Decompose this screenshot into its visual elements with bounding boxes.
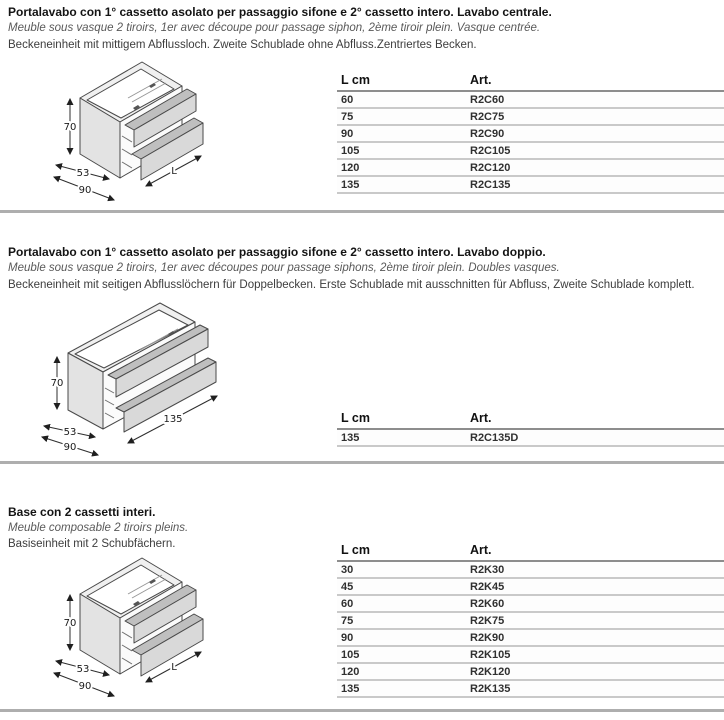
column-header-length: L cm [341, 73, 370, 87]
table-row [337, 664, 724, 681]
table-row [337, 160, 724, 177]
length-cell: 60 [341, 597, 354, 610]
article-cell: R2C105 [470, 144, 511, 157]
article-cell: R2C75 [470, 110, 505, 123]
section2-subtitle-french: Meuble sous vasque 2 tiroirs, 1er avec découpes pour passage siphons, 2ème tiroir plein. Doubles vasques. [8, 262, 560, 274]
column-header-length: L cm [341, 543, 370, 557]
dimension-height-label: 70 [50, 378, 64, 389]
length-cell: 135 [341, 431, 360, 444]
dimension-total-depth-label: 90 [78, 681, 92, 692]
length-cell: 60 [341, 93, 354, 106]
table-row [337, 647, 724, 664]
dimension-depth-label: 53 [76, 664, 90, 675]
article-cell: R2K135 [470, 682, 511, 695]
table-row [337, 630, 724, 647]
length-cell: 75 [341, 110, 354, 123]
table-row [337, 681, 724, 698]
article-table-1 [337, 70, 724, 194]
table-header-row [337, 408, 724, 430]
section2-subtitle-german: Beckeneinheit mit seitigen Abflusslöchern für Doppelbecken. Erste Schublade mit ausschnitten für Abfluss, Zweite Schublade komplett. [8, 279, 695, 291]
cabinet-drawing-two-drawers [40, 60, 320, 220]
table-row [337, 430, 724, 447]
article-cell: R2C135D [470, 431, 519, 444]
article-cell: R2C90 [470, 127, 505, 140]
cabinet-drawing-two-drawers [40, 556, 320, 716]
article-cell: R2K30 [470, 563, 505, 576]
section-divider [0, 461, 724, 464]
table-row [337, 596, 724, 613]
length-cell: 30 [341, 563, 354, 576]
table-row [337, 92, 724, 109]
table-row [337, 177, 724, 194]
length-cell: 105 [341, 648, 360, 661]
dimension-total-depth-label: 90 [63, 442, 77, 453]
section3-title-italian: Base con 2 cassetti interi. [8, 505, 156, 519]
section2-title-italian: Portalavabo con 1° cassetto asolato per passaggio sifone e 2° cassetto intero. Lavabo doppio. [8, 245, 546, 259]
article-cell: R2K75 [470, 614, 505, 627]
table-row [337, 579, 724, 596]
article-cell: R2C120 [470, 161, 511, 174]
table-row [337, 562, 724, 579]
length-cell: 120 [341, 161, 360, 174]
dimension-width-label: L [171, 166, 177, 177]
length-cell: 135 [341, 178, 360, 191]
article-cell: R2K105 [470, 648, 511, 661]
article-cell: R2K120 [470, 665, 511, 678]
dimension-width-label: 135 [163, 414, 183, 425]
article-cell: R2C60 [470, 93, 505, 106]
column-header-article: Art. [470, 543, 492, 557]
length-cell: 90 [341, 127, 354, 140]
page-bottom-divider [0, 709, 724, 712]
section3-subtitle-german: Basiseinheit mit 2 Schubfächern. [8, 538, 176, 550]
dimension-height-label: 70 [63, 122, 77, 133]
dimension-height-label: 70 [63, 618, 77, 629]
length-cell: 45 [341, 580, 354, 593]
length-cell: 135 [341, 682, 360, 695]
dimension-total-depth-label: 90 [78, 185, 92, 196]
article-table-3 [337, 540, 724, 698]
dimension-depth-label: 53 [63, 427, 77, 438]
section1-subtitle-french: Meuble sous vasque 2 tiroirs, 1er avec découpe pour passage siphon, 2ème tiroir plein. Vasque centrée. [8, 22, 541, 34]
section1-subtitle-german: Beckeneinheit mit mittigem Abflussloch. Zweite Schublade ohne Abfluss.Zentriertes Becken. [8, 39, 477, 51]
table-row [337, 613, 724, 630]
length-cell: 90 [341, 631, 354, 644]
article-cell: R2K60 [470, 597, 505, 610]
table-header-row [337, 70, 724, 92]
column-header-length: L cm [341, 411, 370, 425]
length-cell: 105 [341, 144, 360, 157]
dimension-depth-label: 53 [76, 168, 90, 179]
article-cell: R2K90 [470, 631, 505, 644]
cabinet-drawing-double-basin [40, 300, 340, 470]
table-row [337, 109, 724, 126]
section1-title-italian: Portalavabo con 1° cassetto asolato per passaggio sifone e 2° cassetto intero. Lavabo centrale. [8, 5, 552, 19]
article-table-2 [337, 408, 724, 447]
column-header-article: Art. [470, 73, 492, 87]
article-cell: R2K45 [470, 580, 505, 593]
table-row [337, 126, 724, 143]
table-row [337, 143, 724, 160]
length-cell: 75 [341, 614, 354, 627]
dimension-width-label: L [171, 662, 177, 673]
article-cell: R2C135 [470, 178, 511, 191]
section3-subtitle-french: Meuble composable 2 tiroirs pleins. [8, 522, 189, 534]
length-cell: 120 [341, 665, 360, 678]
column-header-article: Art. [470, 411, 492, 425]
table-header-row [337, 540, 724, 562]
section-divider [0, 210, 724, 213]
